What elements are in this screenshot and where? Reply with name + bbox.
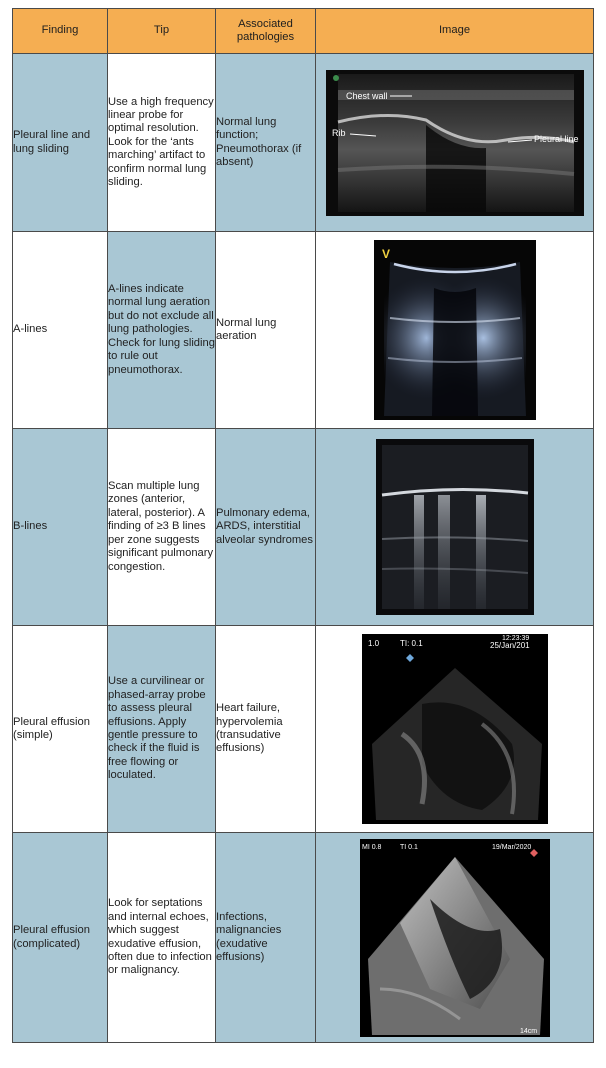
- finding-cell: Pleural line and lung sliding: [13, 54, 108, 232]
- mi-readout: MI 0.8: [361, 843, 381, 851]
- date-readout: 25/Jan/201: [489, 641, 530, 650]
- tip-cell: A-lines indicate normal lung aeration but do not exclude all lung pathologies. Check for lung sliding to rule out pneumothorax.: [108, 232, 216, 429]
- ultrasound-findings-table: [12, 8, 594, 1043]
- table-row: [13, 232, 594, 429]
- image-cell: [316, 54, 594, 232]
- finding-cell: Pleural effusion (complicated): [13, 833, 108, 1043]
- table-row: [13, 833, 594, 1043]
- a-lines-ultrasound-image: [374, 240, 536, 420]
- header-pathologies: Associated pathologies: [216, 9, 316, 54]
- time-readout: 12:23:39: [501, 635, 529, 642]
- tip-cell: Use a high frequency linear probe for optimal resolution. Look for the ‘ants marching’ artifact to confirm normal lung sliding.: [108, 54, 216, 232]
- tip-cell: Look for septations and internal echoes, which suggest exudative effusion, often due to infection or malignancy.: [108, 833, 216, 1043]
- table-row: [13, 429, 594, 626]
- pathologies-cell: Normal lung function; Pneumothorax (if absent): [216, 54, 316, 232]
- pathologies-cell: Normal lung aeration: [216, 232, 316, 429]
- rib-label: Rib: [331, 127, 346, 138]
- pathologies-cell: Pulmonary edema, ARDS, interstitial alveolar syndromes: [216, 429, 316, 626]
- image-cell: [316, 833, 594, 1043]
- tip-cell: Scan multiple lung zones (anterior, lateral, posterior). A finding of ≥3 B lines per zone suggests significant pulmonary congestion.: [108, 429, 216, 626]
- chest-wall-label: Chest wall: [345, 90, 388, 101]
- pathologies-cell: Heart failure, hypervolemia (transudative effusions): [216, 626, 316, 833]
- simple-effusion-ultrasound-image: [362, 634, 548, 824]
- header-row: [13, 9, 594, 54]
- header-image: Image: [316, 9, 594, 54]
- image-cell: [316, 232, 594, 429]
- image-cell: [316, 626, 594, 833]
- table-row: [13, 626, 594, 833]
- pathologies-cell: Infections, malignancies (exudative effusions): [216, 833, 316, 1043]
- probe-marker-label: V: [381, 247, 390, 261]
- pleural-line-ultrasound-image: [326, 70, 584, 216]
- complicated-effusion-ultrasound-image: [360, 839, 550, 1037]
- header-finding: Finding: [13, 9, 108, 54]
- date-readout: 19/Mar/2020: [491, 843, 531, 851]
- finding-cell: B-lines: [13, 429, 108, 626]
- depth-readout: 14cm: [519, 1027, 537, 1035]
- tip-cell: Use a curvilinear or phased-array probe to assess pleural effusions. Apply gentle pressure to check if the fluid is free flowing or loculated.: [108, 626, 216, 833]
- ti-readout: TI: 0.1: [399, 639, 423, 648]
- table-row: [13, 54, 594, 232]
- finding-cell: A-lines: [13, 232, 108, 429]
- ti-readout: TI 0.1: [399, 843, 418, 851]
- header-tip: Tip: [108, 9, 216, 54]
- image-cell: [316, 429, 594, 626]
- mi-readout: 1.0: [367, 639, 379, 648]
- b-lines-ultrasound-image: [376, 439, 534, 615]
- pleural-line-label: Pleural line: [533, 133, 579, 144]
- finding-cell: Pleural effusion (simple): [13, 626, 108, 833]
